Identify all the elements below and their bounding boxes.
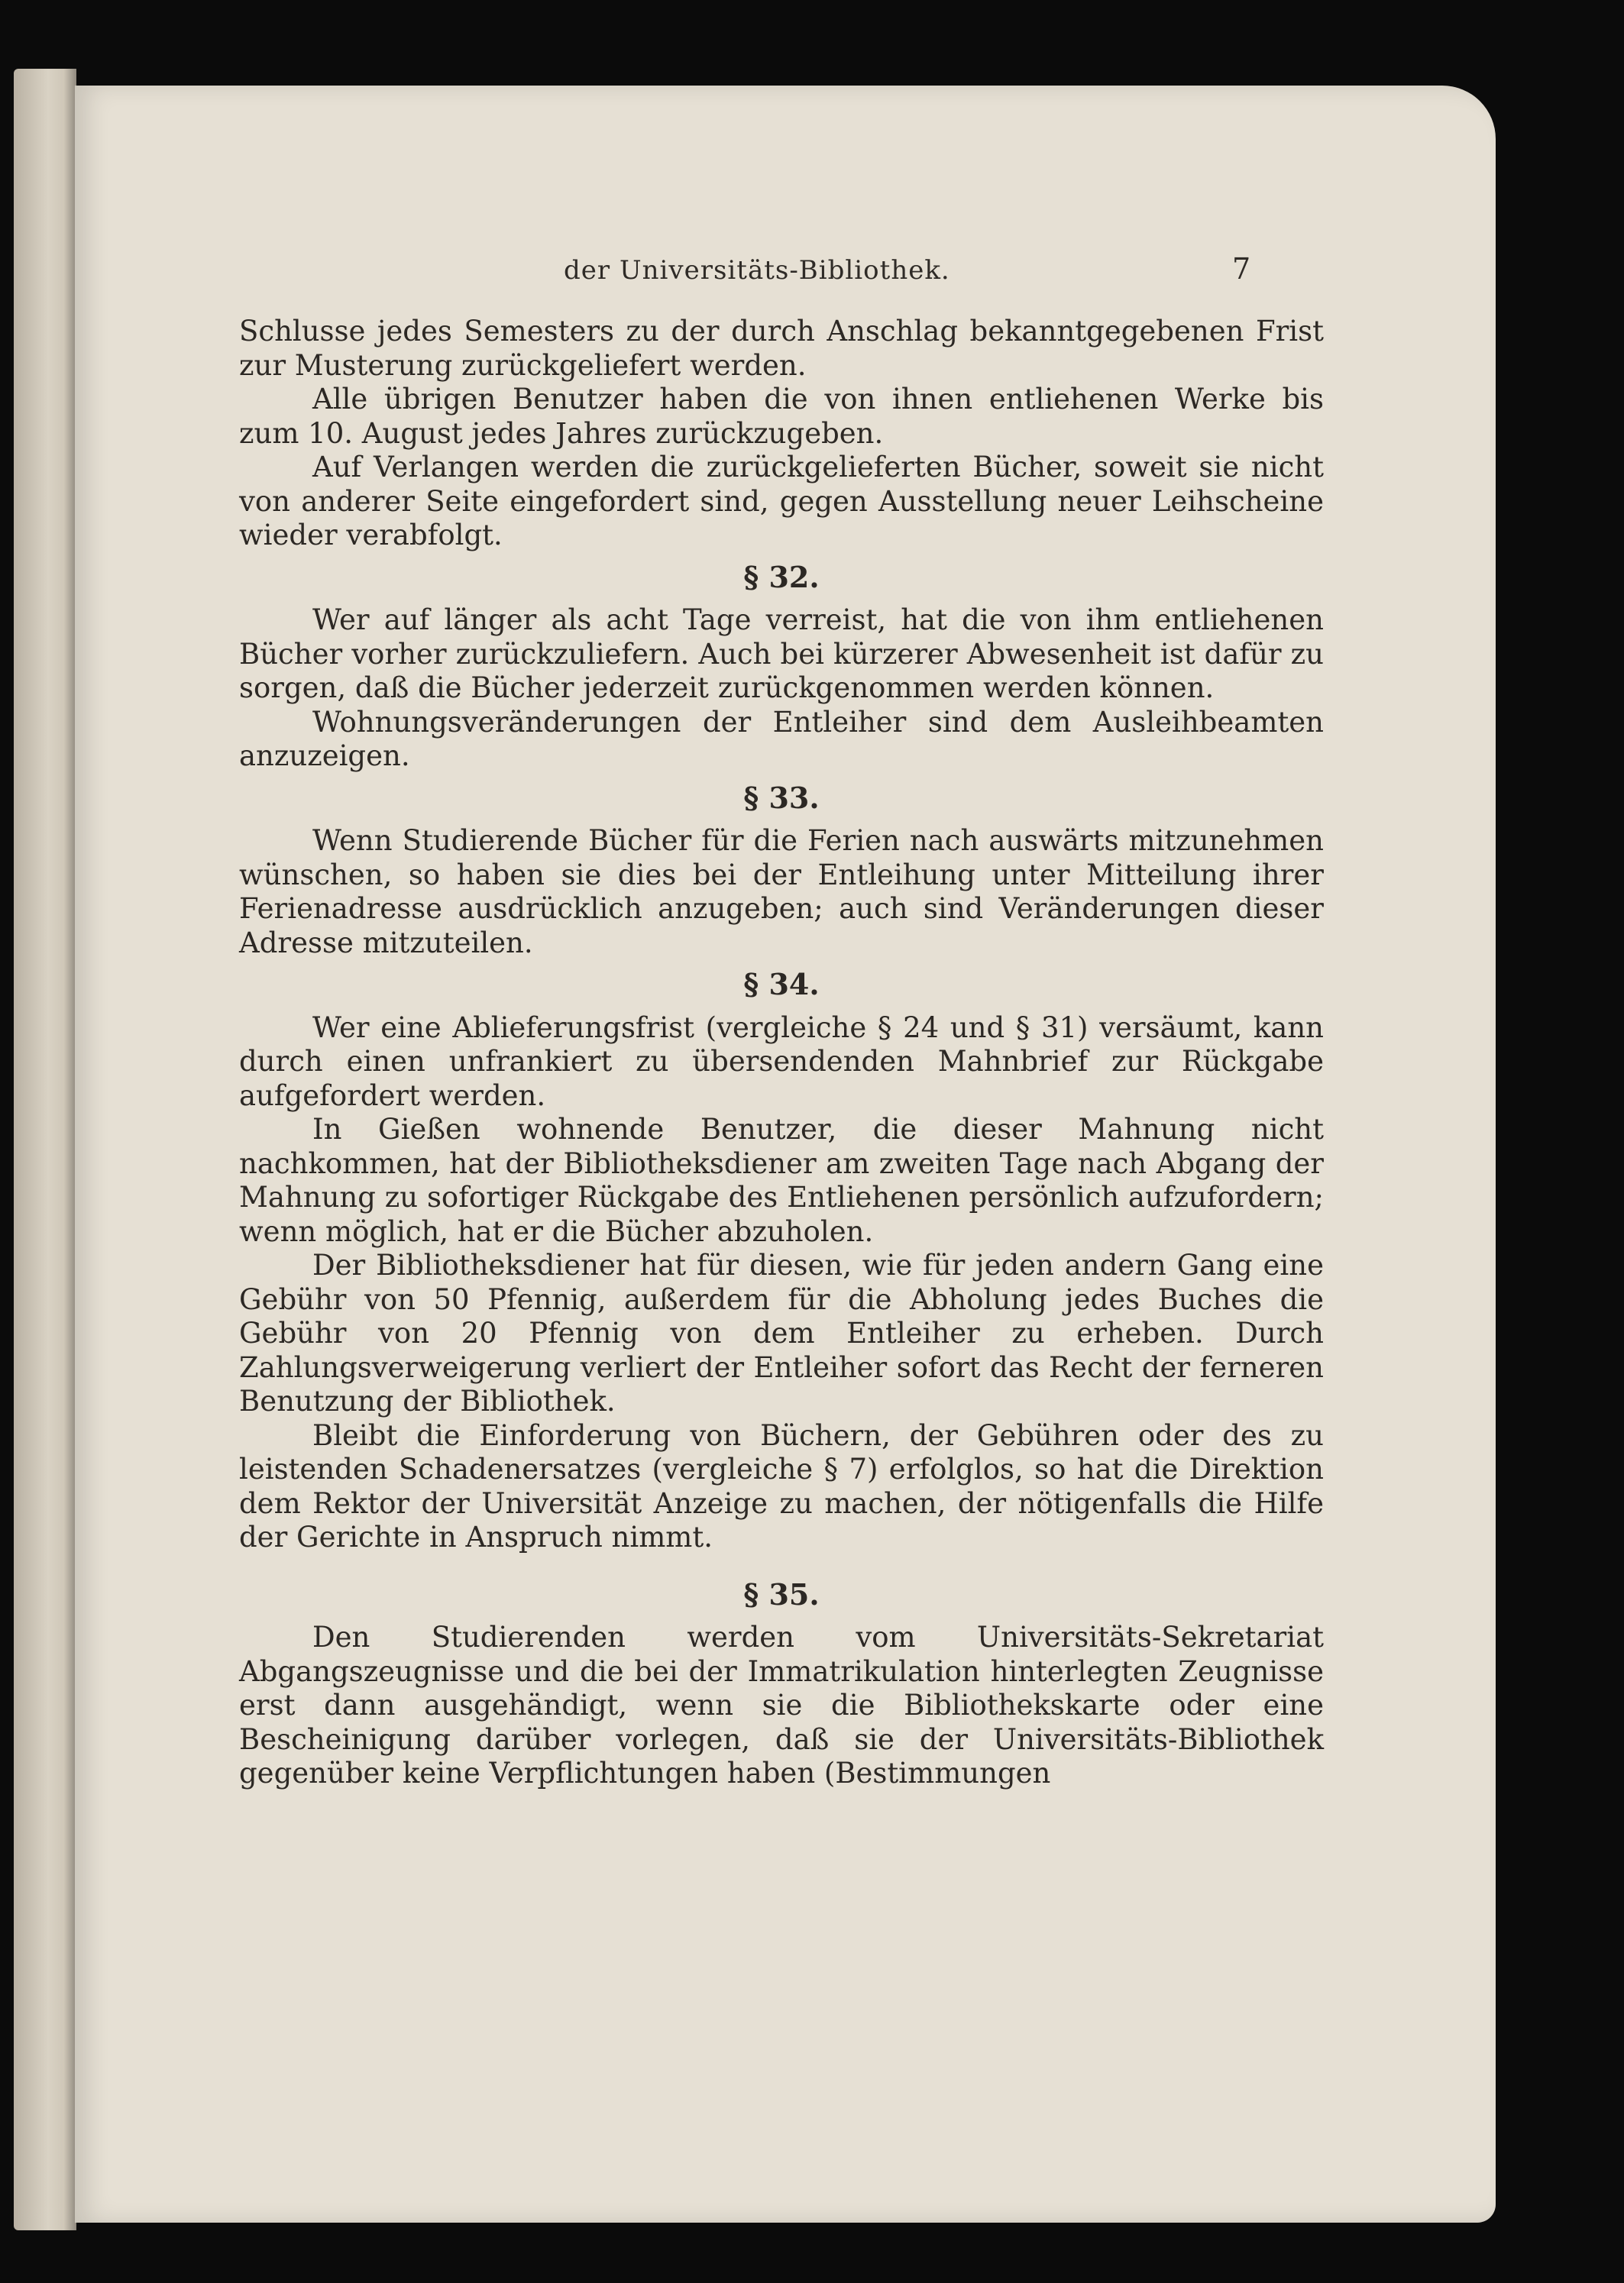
book-page <box>75 86 1496 2223</box>
paragraph: Auf Verlangen werden die zurückgelieferten Bücher, soweit sie nicht von anderer Seite eingefordert sind, gegen Ausstellung neuer Leihscheine wieder verabfolgt. <box>239 451 1324 551</box>
paragraph: In Gießen wohnende Benutzer, die dieser Mahnung nicht nachkommen, hat der Bibliotheksdiener am zweiten Tage nach Abgang der Mahnung zu sofortiger Rückgabe des Entliehenen persönlich aufzufordern; wenn möglich, hat er die Bücher abzuholen. <box>239 1113 1324 1248</box>
page-body <box>239 315 1324 1791</box>
section-heading-35: § 35. <box>743 1576 820 1612</box>
previous-page-edge <box>14 69 76 2230</box>
section-heading-33: § 33. <box>743 780 820 815</box>
paragraph: Wenn Studierende Bücher für die Ferien nach auswärts mitzunehmen wünschen, so haben sie dies bei der Entleihung unter Mitteilung ihrer Ferienadresse ausdrücklich anzugeben; auch sind Veränderungen dieser Adresse mitzuteilen. <box>239 824 1324 959</box>
running-title: der Universitäts-Bibliothek. <box>564 255 950 286</box>
paragraph: Wohnungsveränderungen der Entleiher sind dem Ausleihbeamten anzuzeigen. <box>239 705 1324 772</box>
paragraph: Wer auf länger als acht Tage verreist, hat die von ihm entliehenen Bücher vorher zurückzuliefern. Auch bei kürzerer Abwesenheit ist dafür zu sorgen, daß die Bücher jederzeit zurückgenommen werden können. <box>239 603 1324 704</box>
paragraph: Wer eine Ablieferungsfrist (vergleiche § 24 und § 31) versäumt, kann durch einen unfrankiert zu übersendenden Mahnbrief zur Rückgabe aufgefordert werden. <box>239 1011 1324 1112</box>
section-heading-34: § 34. <box>743 967 820 1001</box>
paragraph: Den Studierenden werden vom Universitäts-Sekretariat Abgangszeugnisse und die bei der Immatrikulation hinterlegten Zeugnisse erst dann ausgehändigt, wenn sie die Bibliothekskarte oder eine Bescheinigung darüber vorlegen, daß sie der Universitäts-Bibliothek gegenüber keine Verpflichtungen haben (Bestimmungen <box>239 1621 1324 1790</box>
page-number: 7 <box>1232 252 1251 286</box>
paragraph: Alle übrigen Benutzer haben die von ihnen entliehenen Werke bis zum 10. August jedes Jahres zurückzugeben. <box>239 383 1324 450</box>
section-heading-32: § 32. <box>743 559 820 594</box>
paragraph: Der Bibliotheksdiener hat für diesen, wie für jeden andern Gang eine Gebühr von 50 Pfennig, außerdem für die Abholung jedes Buches die Gebühr von 20 Pfennig von dem Entleiher zu erheben. Durch Zahlungsverweigerung verliert der Entleiher sofort das Recht der ferneren Benutzung der Bibliothek. <box>239 1249 1324 1418</box>
paragraph-continuation: Schlusse jedes Semesters zu der durch Anschlag bekanntgegebenen Frist zur Musterung zurückgeliefert werden. <box>239 315 1324 382</box>
page-header <box>75 252 1328 293</box>
paragraph: Bleibt die Einforderung von Büchern, der Gebühren oder des zu leistenden Schadenersatzes (vergleiche § 7) erfolglos, so hat die Direktion dem Rektor der Universität Anzeige zu machen, der nötigenfalls die Hilfe der Gerichte in Anspruch nimmt. <box>239 1418 1324 1554</box>
